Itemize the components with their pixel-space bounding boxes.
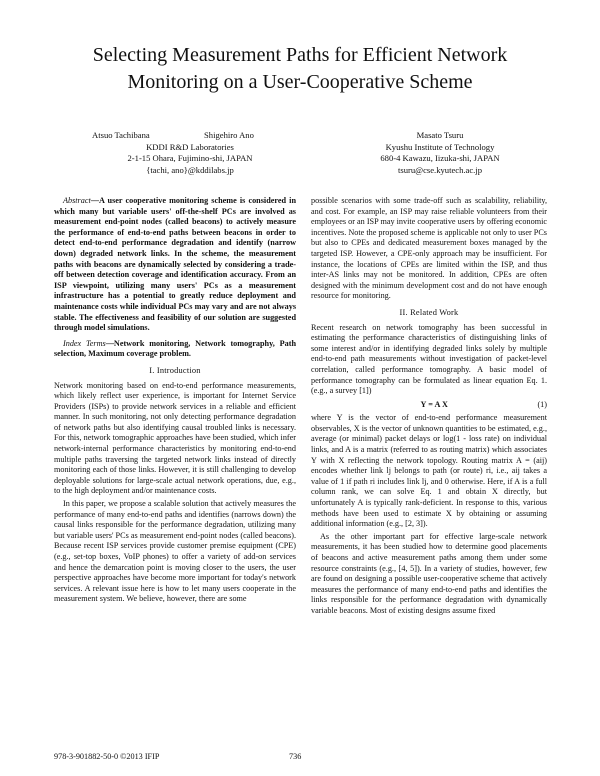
author-block-left [90, 130, 290, 176]
author-email-right: tsuru@cse.kyutech.ac.jp [397, 164, 483, 175]
footer-isbn: 978-3-901882-50-0 ©2013 IFIP [54, 752, 160, 761]
author-name-1: Atsuo Tachibana [92, 130, 150, 140]
related-paragraph-1: Recent research on network tomography has been successful in estimating the performance characteristics of distinguishing links of some interest and/or in identifying degraded links solely by multiple end-to-end path measurements without investigation of packet-level correlation, called performance tomography. A basic model of performance tomography can be formulated as linear equation Eq. 1. (e.g., a survey [1]) [311, 322, 547, 396]
author-address-left: 2-1-15 Ohara, Fujimino-shi, JAPAN [127, 153, 253, 163]
section-heading-related-work: II. Related Work [399, 307, 459, 317]
title-line-1: Selecting Measurement Paths for Efficient Network [92, 44, 508, 66]
author-block-right [340, 130, 540, 176]
author-affiliation-left: KDDI R&D Laboratories [146, 141, 234, 152]
author-name-3: Masato Tsuru [416, 130, 464, 140]
related-paragraph-3: As the other important part for effective large-scale network measurements, it has been studied how to determine good placements of beacons and active measurement paths among them under some resource constraints (e.g., [4, 5]). In a variety of studies, however, few are found on designing a possible user-cooperative scheme that actively measures the performance of many end-to-end paths and identifies the links responsible for the performance degradation with dynamically variable beacons. Most of existing designs assume fixed [311, 531, 547, 615]
abstract-label: Abstract [63, 196, 91, 205]
related-paragraph-2: where Y is the vector of end-to-end performance measurement observables, X is the vector of unknown quantities to be estimated, e.g., average (or minimal) packet delays or log(1 - loss rate) on individual links, and A is a matrix (referred to as routing matrix) which associates Y with X reflecting the network topology. Routing matrix A = (aij) encodes whether link lj belongs to path (or route) ri, i.e., aij takes a value of 1 if path ri includes link lj, and 0 otherwise. Here, if A is a full column rank, we can solve Eq. 1 and obtain X directly, but unfortunately A is typically rank-deficient. In response to this, various methods have been used to estimate X by obtaining or assuming additional information (e.g., [2, 3]). [311, 413, 547, 529]
equation-number: (1) [537, 399, 547, 409]
abstract: Abstract—A user cooperative monitoring scheme is considered in which many but variable users' off-the-shelf PCs are involved as measurement end-point nodes (called beacons) to actively measure the performance of end-to-end paths between beacons in order to detect end-to-end performance degradation and identify (narrow down) degraded network links. In the scheme, the measurement paths with beacons are dynamically selected by considering a trade-off between detection coverage and identification accuracy. From an ISP viewpoint, utilizing many users' PCs as a measurement infrastructure has a potential to greatly reduce deployment and maintenance costs while individual PCs may vary and are not always stable. The effectiveness and feasibility of our solution are suggested through model simulations. [54, 196, 296, 333]
author-email-left: {tachi, ano}@kddilabs.jp [146, 164, 234, 175]
intro-paragraph-3: possible scenarios with some trade-off such as scalability, reliability, and cost. For example, an ISP may raise reliable volunteers from their employees or an ISP may invite cooperative users by offering economic incentives. Note the proposed scheme is applicable not only to user PCs but also to CPEs and dedicated measurement boxes managed by the targeted ISP. However, a CPE-only approach may be insufficient. For instance, the locations of CPEs are limited within the ISP, and thus inter-AS links may not be monitored. In addition, CPEs are often designed with the minimum development cost and do not have enough resource for monitoring. [311, 196, 547, 301]
intro-paragraph-2: In this paper, we propose a scalable solution that actively measures the performance of many end-to-end paths and identifies (narrows down) the causal links responsible for the performance degradation, utilizing many but variable users' PCs as measurement end-point nodes (called beacons). Because recent ISP services provide customer premise equipment (CPE) (e.g., set-top boxes, VoIP phones) to offer a variety of add-on services and hence the demarcation point is moving closer to the users, the user perspective approaches have become more important for today's network services. A relevant issue here is how to let many users cooperate in the measurement system. We believe, however, there are some [54, 499, 296, 604]
left-column [54, 196, 296, 607]
index-terms-text: Network monitoring, Network tomography, Path selection, Maximum coverage problem. [54, 338, 296, 359]
abstract-text: A user cooperative monitoring scheme is considered in which many but variable users' off-the-shelf PCs are involved as measurement end-point nodes (called beacons) to actively measure the performance of end-to-end paths between beacons in order to detect end-to-end performance degradation and identify (narrow down) degraded network links. In the scheme, the measurement paths with beacons are dynamically selected by considering a trade-off between detection coverage and identification accuracy. From an ISP viewpoint, utilizing many users' PCs as a measurement infrastructure has a potential to greatly reduce deployment and maintenance costs while individual PCs may vary and are not always stable. The effectiveness and feasibility of our solution are suggested through model simulations. [54, 196, 296, 333]
author-affiliation-right: Kyushu Institute of Technology [385, 141, 495, 152]
right-column [311, 196, 547, 619]
intro-paragraph-1: Network monitoring based on end-to-end performance measurements, which likely reflect user experience, is important for Internet Service Providers (ISPs) to provide network services in a reliable and efficient manner. In such monitoring, not only detecting performance degradation of network paths but also identifying causal troubled links is necessary. For this, network tomographic approaches have been studied, which infer network-internal performance characteristics by monitoring end-to-end multiple paths traversing the targeted network links instead of directly monitoring each of those links. However, it is still challenging to develop deployable solutions for large-scale actual network operations, due, e.g., to the high deployment and/or maintenance costs. [54, 380, 296, 496]
author-address-right: 680-4 Kawazu, Iizuka-shi, JAPAN [380, 153, 500, 163]
equation-body: Y = A X [420, 399, 448, 409]
paper-title [0, 42, 600, 96]
page-number: 736 [289, 752, 302, 761]
index-terms: Index Terms—Network monitoring, Network tomography, Path selection, Maximum coverage problem. [54, 338, 296, 359]
equation-1 [311, 400, 547, 411]
section-heading-introduction: I. Introduction [149, 365, 201, 375]
title-line-2: Monitoring on a User-Cooperative Scheme [127, 71, 473, 93]
index-terms-label: Index Terms [63, 338, 106, 348]
author-name-2: Shigehiro Ano [204, 130, 254, 140]
